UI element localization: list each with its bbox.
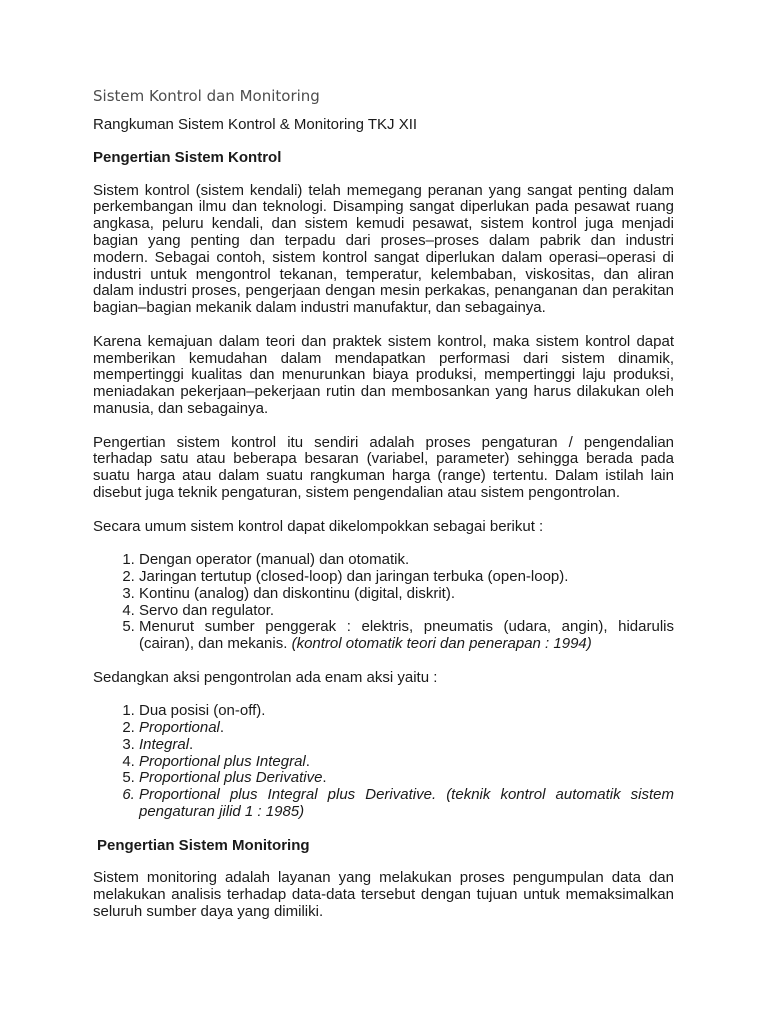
- list-item: 6. Proportional plus Integral plus Derivative. (teknik kontrol automatik sistem pengaturan jilid 1 : 1985): [139, 787, 674, 821]
- paragraph-monitoring-1: Sistem monitoring adalah layanan yang melakukan proses pengumpulan data dan melakukan analisis terhadap data-data tersebut dengan tujuan untuk memaksimalkan seluruh sumber daya yang dimiliki.: [93, 869, 674, 921]
- period: .: [219, 719, 225, 737]
- citation: (kontrol otomatik teori dan penerapan : 1994): [291, 635, 592, 653]
- paragraph-kontrol-3: Pengertian sistem kontrol itu sendiri adalah proses pengaturan / pengendalian terhadap satu atau beberapa besaran (variabel, parameter) sehingga berada pada suatu harga atau dalam suatu rangkuman harga (range) tertentu. Dalam istilah lain disebut juga teknik pengaturan, sistem pengendalian atau sistem pengontrolan.: [93, 433, 674, 501]
- list-item: 2. Jaringan tertutup (closed-loop) dan jaringan terbuka (open-loop).: [139, 569, 674, 586]
- document-subtitle: Rangkuman Sistem Kontrol & Monitoring TKJ XII: [93, 116, 418, 133]
- list-item: [139, 619, 674, 653]
- list-item: [139, 720, 674, 737]
- document-title: Sistem Kontrol dan Monitoring: [93, 87, 320, 105]
- list-item-text: Proportional plus Derivative: [139, 769, 323, 787]
- paragraph-kontrol-1: Sistem kontrol (sistem kendali) telah memegang peranan yang sangat penting dalam perkembangan ilmu dan teknologi. Disamping sangat diperlukan pada pesawat ruang angkasa, peluru kendali, dan sistem kemudi pesawat, sistem kontrol juga menjadi bagian yang penting dan terpadu dari proses–proses dalam pabrik dan industri modern. Sebagai contoh, sistem kontrol sangat diperlukan dalam operasi–operasi di industri untuk mengontrol tekanan, temperatur, kelembaban, viskositas, dan aliran dalam industri proses, pengerjaan dengan mesin perkakas, penanganan dan perakitan bagian–bagian mekanik dalam industri manufaktur, dan sebagainya.: [93, 181, 674, 317]
- period: .: [305, 752, 310, 770]
- list-item: [139, 770, 674, 787]
- paragraph-kontrol-4: Secara umum sistem kontrol dapat dikelompokkan sebagai berikut :: [93, 517, 544, 535]
- list-item: 1. Dengan operator (manual) dan otomatik.: [139, 552, 674, 569]
- list-item-text: Integral: [139, 735, 190, 753]
- heading-sistem-monitoring: Pengertian Sistem Monitoring: [97, 836, 310, 854]
- list-kelompok-kontrol: [93, 552, 674, 653]
- list-item-text: Proportional: [139, 719, 220, 737]
- list-item: 3. Kontinu (analog) dan diskontinu (digital, diskrit).: [139, 586, 674, 603]
- period: .: [322, 769, 327, 787]
- list-item-text: Proportional plus Integral: [139, 752, 306, 770]
- paragraph-kontrol-5: Sedangkan aksi pengontrolan ada enam aksi yaitu :: [93, 668, 438, 686]
- list-item: 4. Servo dan regulator.: [139, 603, 674, 620]
- list-item: 1. Dua posisi (on-off).: [139, 703, 674, 720]
- list-item-text: Menurut sumber penggerak : elektris, pneumatis (udara, angin), hidarulis (cairan), dan mekanis.: [139, 618, 674, 653]
- heading-sistem-kontrol: Pengertian Sistem Kontrol: [93, 148, 282, 166]
- list-item: [139, 754, 674, 771]
- list-aksi-kontrol: [93, 703, 674, 821]
- paragraph-kontrol-2: Karena kemajuan dalam teori dan praktek sistem kontrol, maka sistem kontrol dapat memberikan kemudahan dalam mendapatkan performasi dari sistem dinamik, mempertinggi kualitas dan menurunkan biaya produksi, mempertinggi laju produksi, meniadakan pekerjaan–pekerjaan rutin dan membosankan yang harus dilakukan oleh manusia, dan sebagainya.: [93, 332, 674, 417]
- period: .: [189, 735, 194, 753]
- list-item: [139, 737, 674, 754]
- document-body: [93, 86, 674, 938]
